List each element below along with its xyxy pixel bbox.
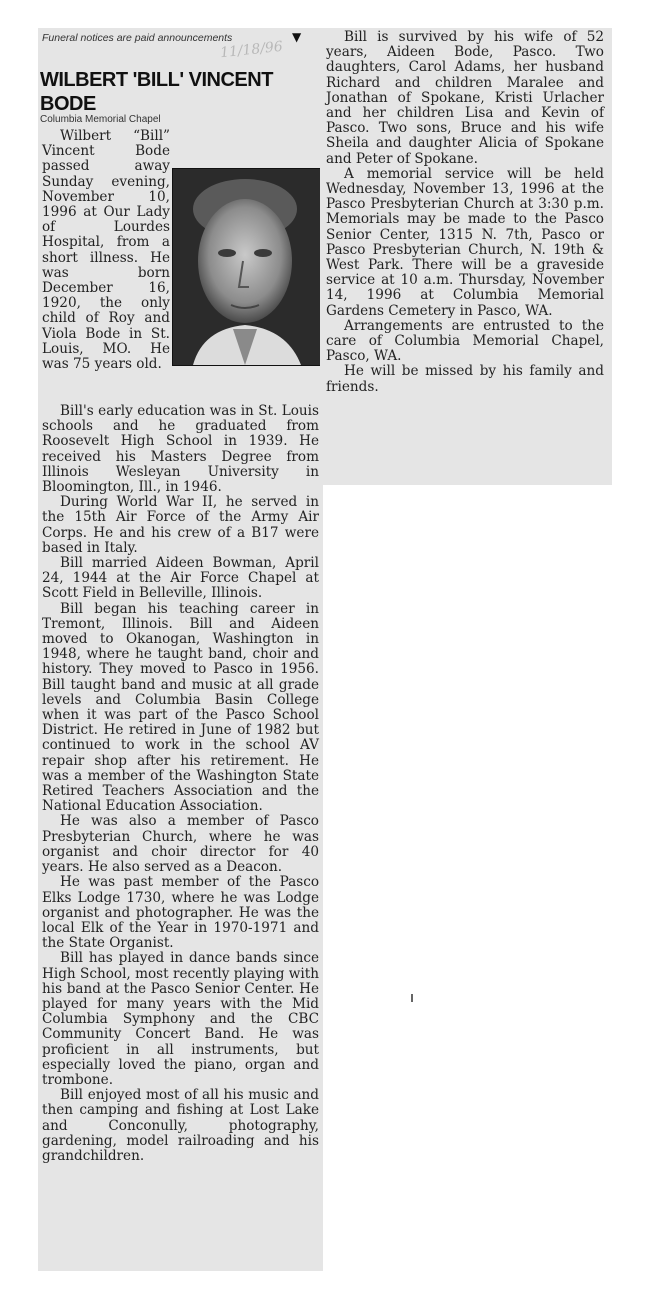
handwritten-date: 11/18/96 (219, 38, 284, 62)
paragraph-hobbies: Bill enjoyed most of all his music and then camping and fishing at Lost Lake and Conconully, photography, gardening, model railroading and his grandchildren. (42, 1087, 319, 1164)
paragraph-intro (42, 129, 319, 372)
paragraph-military: During World War II, he served in the 15th Air Force of the Army Air Corps. He and his crew of a B17 were based in Italy. (42, 494, 319, 556)
paragraph-church: He was also a member of Pasco Presbyterian Church, where he was organist and choir director for 40 years. He also served as a Deacon. (42, 813, 319, 876)
paragraph-career: Bill began his teaching career in Tremont, Illinois. Bill and Aideen moved to Okanogan, Washington in 1948, where he taught band, choir and history. They moved to Pasco in 1956. Bill taught band and music at all grade levels and Columbia Basin College when it was part of the Pasco School District. He retired in June of 1982 but continued to work in the school AV repair shop after his retirement. He was a member of the Washington State Retired Teachers Association and the National Education Association. (42, 600, 319, 815)
scan-speck (411, 994, 413, 1002)
paragraph-education: Bill's early education was in St. Louis schools and he graduated from Roosevelt High School in 1939. He received his Masters Degree from Illinois Wesleyan University in Bloomington, Ill., in 1946. (42, 403, 319, 496)
paragraph-memorial: A memorial service will be held Wednesday, November 13, 1996 at the Pasco Presbyterian Church at 3:30 p.m. Memorials may be made to the Pasco Senior Center, 1315 N. 7th, Pasco or Pasco Presbyterian Church, N. 19th & West Park. There will be a graveside service at 10 a.m. Thursday, November 14, 1996 at Columbia Memorial Gardens Cemetery in Pasco, WA. (326, 165, 604, 319)
paid-notice-label: Funeral notices are paid announcements (42, 32, 233, 44)
clipping-left-column (38, 28, 323, 1271)
obituary-name-heading: WILBERT 'BILL' VINCENT BODE (40, 69, 273, 115)
clipping-right-column (320, 28, 612, 485)
paragraph-text: Wilbert “Bill” Vincent Bode passed away Sunday evening, November 10, 1996 at Our Lady of Lourdes Hospital, from a short illness. He was born December 16, 1920, the only child of Roy and Viola Bode in St. Louis, MO. He was 75 years old. (42, 128, 170, 373)
funeral-home-byline: Columbia Memorial Chapel (40, 114, 161, 125)
paragraph-marriage: Bill married Aideen Bowman, April 24, 1944 at the Air Force Chapel at Scott Field in Belleville, Illinois. (42, 555, 319, 602)
paragraph-music: Bill has played in dance bands since High School, most recently playing with his band at the Pasco Senior Center. He played for many years with the Mid Columbia Symphony and the CBC Community Concert Band. He was proficient in all instruments, but especially loved the piano, organ and trombone. (42, 950, 319, 1088)
paragraph-arrangements: Arrangements are entrusted to the care of Columbia Memorial Chapel, Pasco, WA. (326, 317, 604, 365)
right-body (326, 30, 604, 395)
paragraph-elks: He was past member of the Pasco Elks Lodge 1730, where he was Lodge organist and photographer. He was the local Elk of the Year in 1970-1971 and the State Organist. (42, 874, 319, 952)
arrow-marker-icon: ▼ (292, 30, 302, 44)
main-body (42, 404, 319, 1164)
paragraph-survivors: Bill is survived by his wife of 52 years, Aideen Bode, Pasco. Two daughters, Carol Adams, her husband Richard and children Maralee and Jonathan of Spokane, Kristi Urlacher and her children Lisa and Kevin of Pasco. Two sons, Bruce and his wife Sheila and daughter Alicia of Spokane and Peter of Spokane. (326, 29, 604, 167)
paragraph-closing: He will be missed by his family and friends. (326, 363, 604, 395)
